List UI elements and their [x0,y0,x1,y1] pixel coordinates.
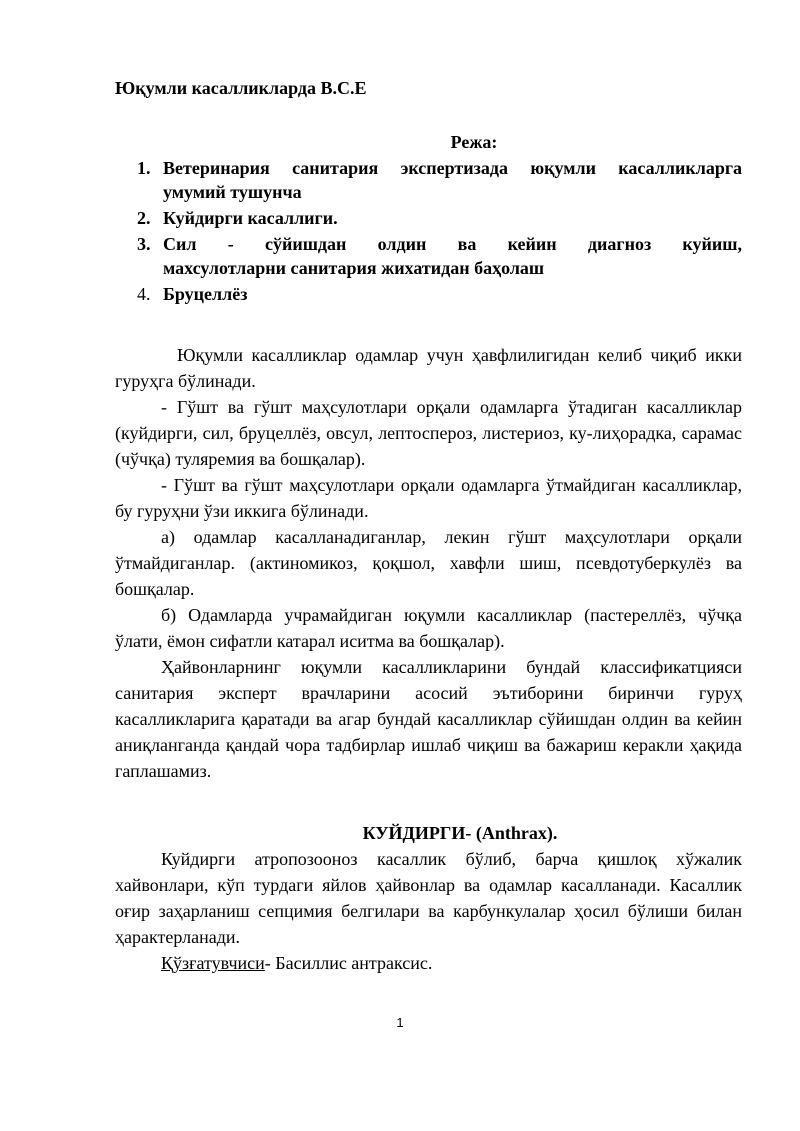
paragraph: - Гўшт ва гўшт маҳсулотлари орқали одамларга ўтадиган касалликлар (куйдирги, сил, бруцеллёз, овсул, лептоспероз, листериоз, ку-лиҳорадка, сарамас (чўчқа) туляремия ва бошқалар). [115,397,742,469]
plan-item-number: 1. [137,158,151,178]
plan-item-text-continued: махсулотларни санитария жихатидан баҳолаш [163,258,545,278]
plan-item-text-continued: умумий тушунча [163,182,302,202]
paragraph: Куйдирги атропозооноз касаллик бўлиб, барча қишлоқ хўжалик хайвонлари, кўп турдаги яйлов ҳайвонлар ва одамлар касалланади. Касаллик оғир заҳарланиш сепцимия белгилари ва карбункулалар ҳосил бўлиши билан ҳарактерланади. [115,849,742,947]
plan-item-number: 2. [137,208,151,228]
paragraph: - Гўшт ва гўшт маҳсулотлари орқали одамларга ўтмайдиган касалликлар, бу гуруҳни ўзи иккига бўлинади. [115,475,742,521]
paragraph: Ҳайвонларнинг юқумли касалликларини бундай классификатцияси санитария эксперт врачларини асосий эътиборини биринчи гуруҳ касалликларига қаратади ва агар бундай касалликлар сўйишдан олдин ва кейин аниқланганда қандай чора тадбирлар ишлаб чиқиш ва бажариш керакли ҳақида гаплашамиз. [115,657,742,781]
plan-item [115,206,742,230]
paragraph: а) одамлар касалланадиганлар, лекин гўшт маҳсулотлари орқали ўтмайдиганлар. (актиномикоз, қоқшол, хавфли шиш, псевдотуберкулёз ва бошқалар. [115,527,742,599]
plan-item-text: Сил - сўйишдан олдин ва кейин диагноз куйиш, [163,234,742,254]
plan-item-text: Ветеринария санитария экспертизада юқумли касалликларга [163,158,742,178]
plan-item [115,282,742,306]
plan-item-number: 3. [137,234,151,254]
plan-item-number: 4. [137,284,151,304]
plan-title: Режа: [450,132,498,152]
document-title: Юқумли касалликларда В.С.Е [115,78,367,98]
agent-label: Қўзғатувчиси [161,953,265,973]
section-title: КУЙДИРГИ- (Anthrax). [362,823,558,843]
plan-item [115,156,742,204]
agent-paragraph [115,950,742,976]
plan-list [115,156,742,308]
paragraph: б) Одамларда учрамайдиган юқумли касалликлар (пастереллёз, чўчқа ўлати, ёмон сифатли катарал иситма ва бошқалар). [115,605,742,651]
plan-item-text: Бруцеллёз [163,284,248,304]
plan-item-text: Куйдирги касаллиги. [163,208,338,228]
plan-item [115,232,742,280]
body-text [115,342,742,784]
paragraph: Юқумли касалликлар одамлар учун ҳавфлилигидан келиб чиқиб икки гуруҳга бўлинади. [115,345,742,391]
section-body [115,846,742,976]
agent-text: - Басиллис антраксис. [264,953,433,973]
page-number: 1 [396,1015,404,1030]
